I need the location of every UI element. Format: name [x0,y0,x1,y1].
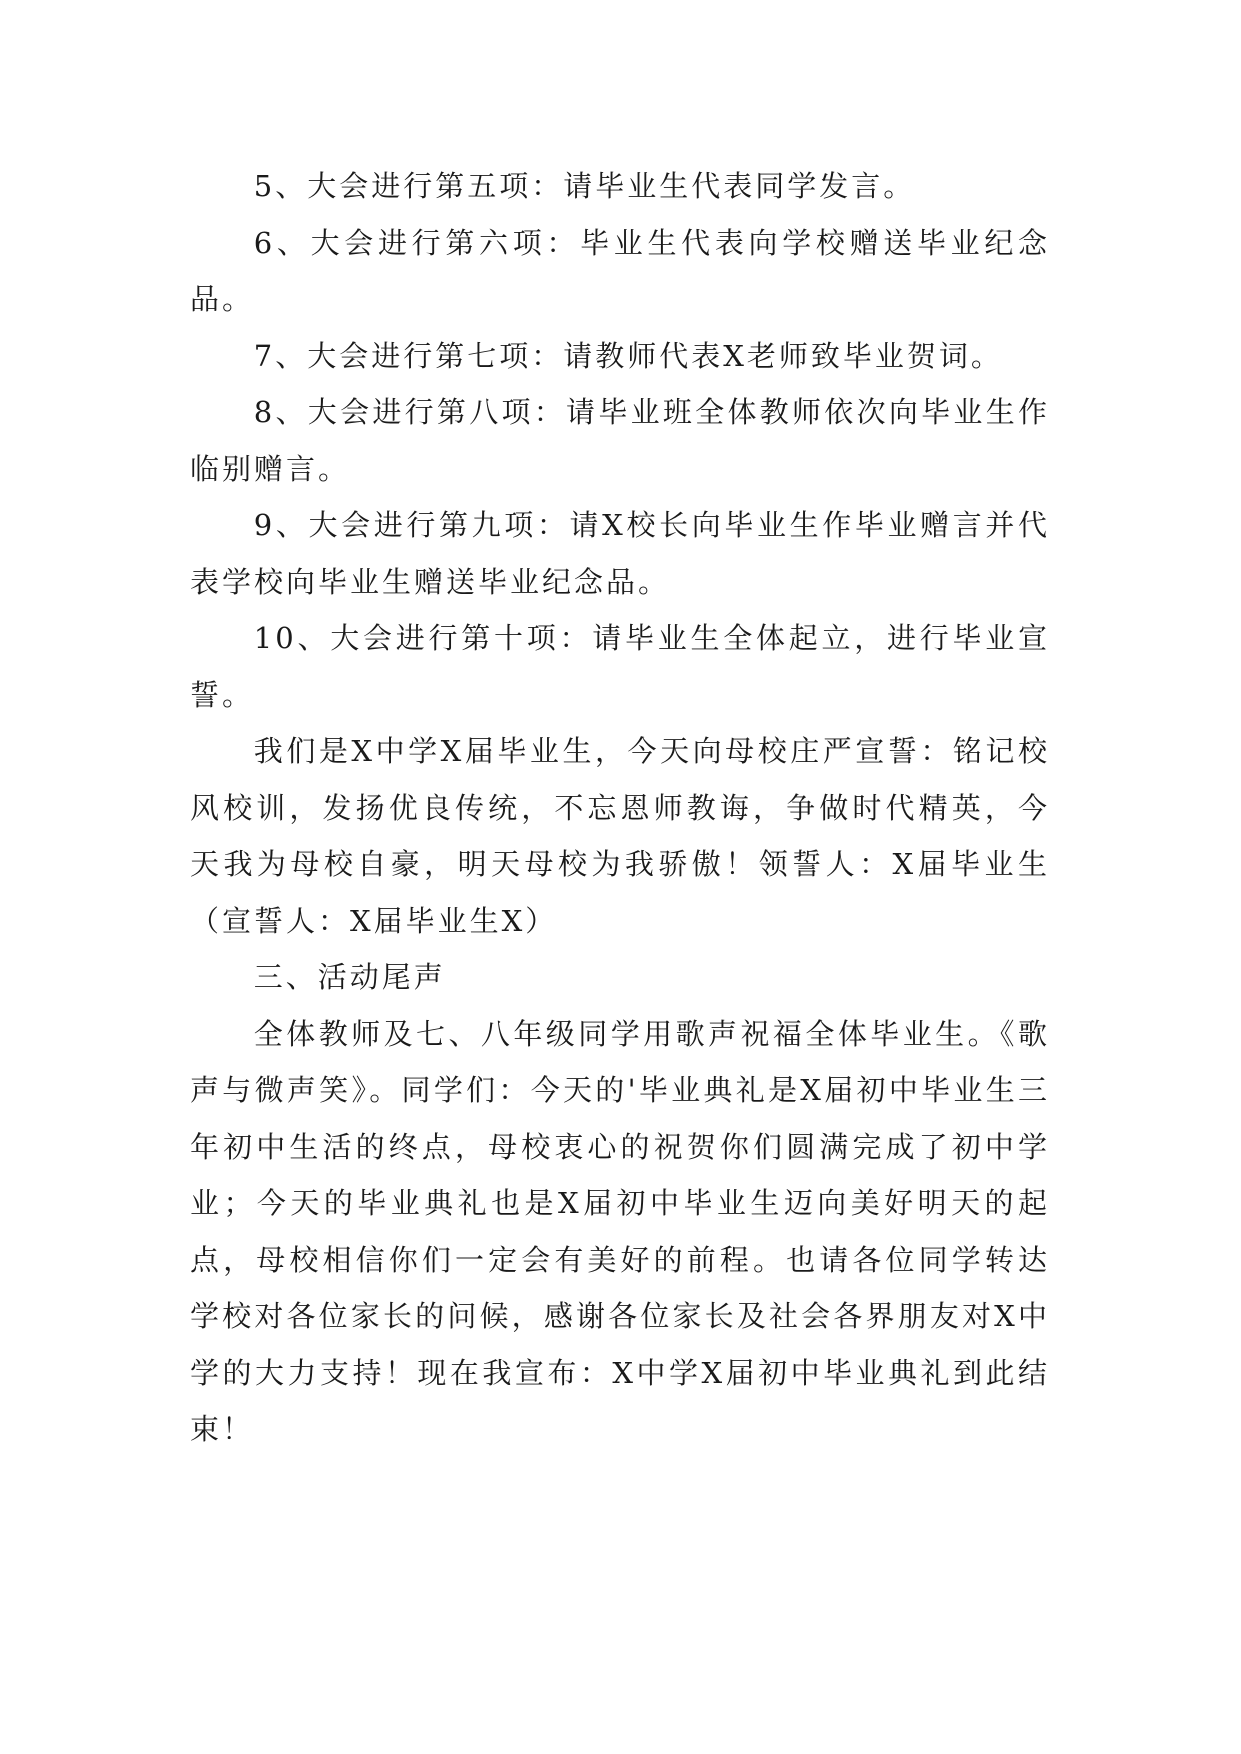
closing-paragraph: 全体教师及七、八年级同学用歌声祝福全体毕业生。《歌声与微声笑》。同学们：今天的'毕业典礼是X届初中毕业生三年初中生活的终点，母校衷心的祝贺你们圆满完成了初中学业；今天的毕业典礼也是X届初中毕业生迈向美好明天的起点，母校相信你们一定会有美好的前程。也请各位同学转达学校对各位家长的问候，感谢各位家长及社会各界朋友对X中学的大力支持！现在我宣布：X中学X届初中毕业典礼到此结束！ [190,1016,1050,1446]
agenda-item-6: 6、大会进行第六项：毕业生代表向学校赠送毕业纪念品。 [190,225,1050,316]
agenda-item-10: 10、大会进行第十项：请毕业生全体起立，进行毕业宣誓。 [190,621,1050,712]
agenda-item-9: 9、大会进行第九项：请X校长向毕业生作毕业赠言并代表学校向毕业生赠送毕业纪念品。 [190,508,1050,599]
agenda-item-7: 7、大会进行第七项：请教师代表X老师致毕业贺词。 [253,338,1003,373]
oath-paragraph: 我们是X中学X届毕业生，今天向母校庄严宣誓：铭记校风校训，发扬优良传统，不忘恩师教诲，争做时代精英，今天我为母校自豪，明天母校为我骄傲！领誓人：X届毕业生（宣誓人：X届毕业生X） [190,734,1050,938]
agenda-item-5: 5、大会进行第五项：请毕业生代表同学发言。 [253,169,916,203]
agenda-item-8: 8、大会进行第八项：请毕业班全体教师依次向毕业生作临别赠言。 [190,395,1050,486]
section-heading-closing: 三、活动尾声 [253,960,446,994]
document-body [190,158,1050,1458]
